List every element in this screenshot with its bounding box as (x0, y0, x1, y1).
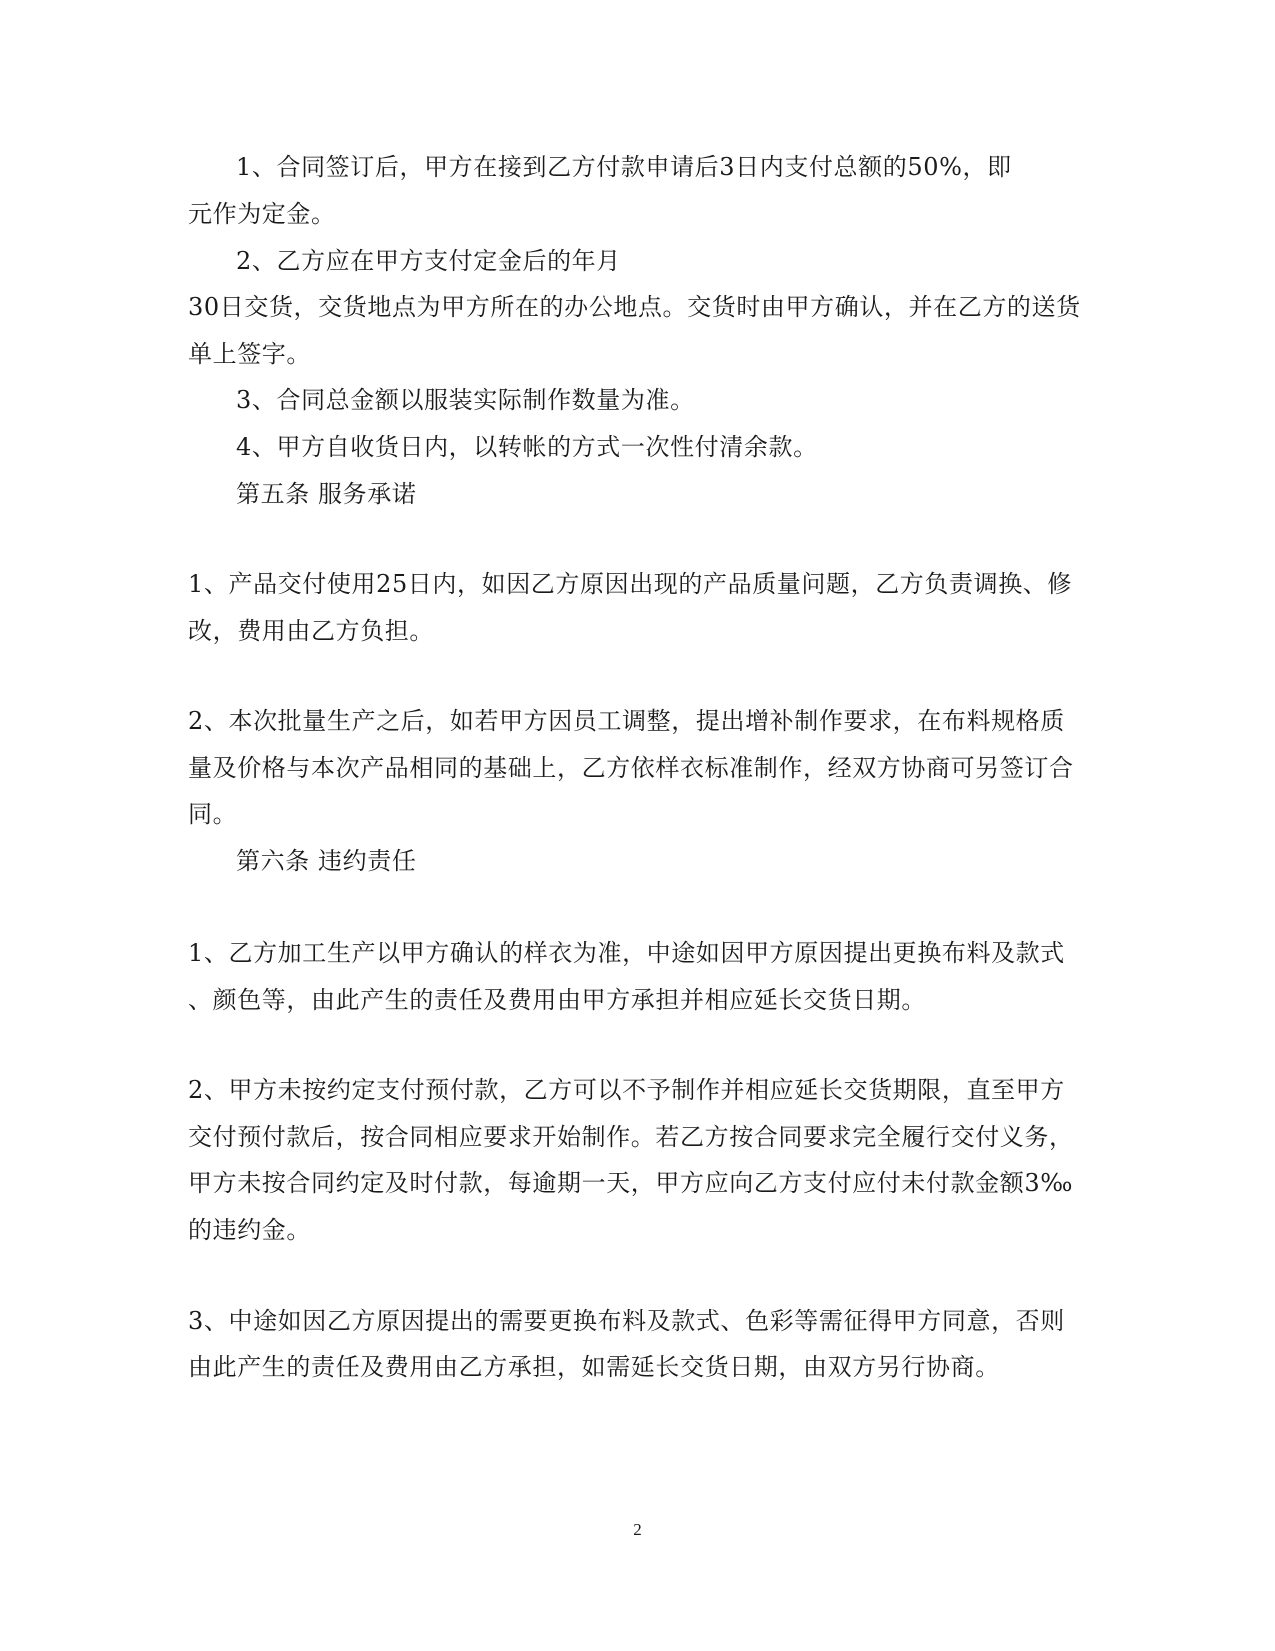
section-heading: 第六条 违约责任 (236, 847, 417, 875)
text-line: 4、甲方自收货日内，以转帐的方式一次性付清余款。 (236, 433, 818, 461)
text-line: 2、乙方应在甲方支付定金后的年月 (236, 247, 621, 275)
text-line: 元作为定金。 (188, 200, 336, 228)
text-line: 改，费用由乙方负担。 (188, 617, 434, 645)
text-line: 由此产生的责任及费用由乙方承担，如需延长交货日期，由双方另行协商。 (188, 1353, 1000, 1381)
text-line: 2、甲方未按约定支付预付款，乙方可以不予制作并相应延长交货期限，直至甲方 (188, 1076, 1065, 1104)
text-line: 1、合同签订后，甲方在接到乙方付款申请后3日内支付总额的50%，即 (236, 153, 1012, 181)
text-line: 的违约金。 (188, 1216, 311, 1244)
text-line: 3、中途如因乙方原因提出的需要更换布料及款式、色彩等需征得甲方同意，否则 (188, 1307, 1065, 1335)
text-line: 、颜色等，由此产生的责任及费用由甲方承担并相应延长交货日期。 (188, 986, 926, 1014)
text-line: 2、本次批量生产之后，如若甲方因员工调整，提出增补制作要求，在布料规格质 (188, 707, 1065, 735)
text-line: 交付预付款后，按合同相应要求开始制作。若乙方按合同要求完全履行交付义务， (188, 1123, 1074, 1151)
text-line: 1、乙方加工生产以甲方确认的样衣为准，中途如因甲方原因提出更换布料及款式 (188, 939, 1065, 967)
text-line: 同。 (188, 800, 238, 828)
text-line: 1、产品交付使用25日内，如因乙方原因出现的产品质量问题，乙方负责调换、修 (188, 570, 1073, 598)
text-line: 单上签字。 (188, 340, 311, 368)
section-heading: 第五条 服务承诺 (236, 480, 417, 508)
page-number: 2 (633, 1520, 642, 1539)
text-line: 30日交货，交货地点为甲方所在的办公地点。交货时由甲方确认，并在乙方的送货 (188, 293, 1081, 321)
text-line: 3、合同总金额以服装实际制作数量为准。 (236, 386, 695, 414)
text-line: 量及价格与本次产品相同的基础上，乙方依样衣标准制作，经双方协商可另签订合 (188, 754, 1074, 782)
text-line: 甲方未按合同约定及时付款，每逾期一天，甲方应向乙方支付应付未付款金额3‰ (188, 1169, 1074, 1197)
